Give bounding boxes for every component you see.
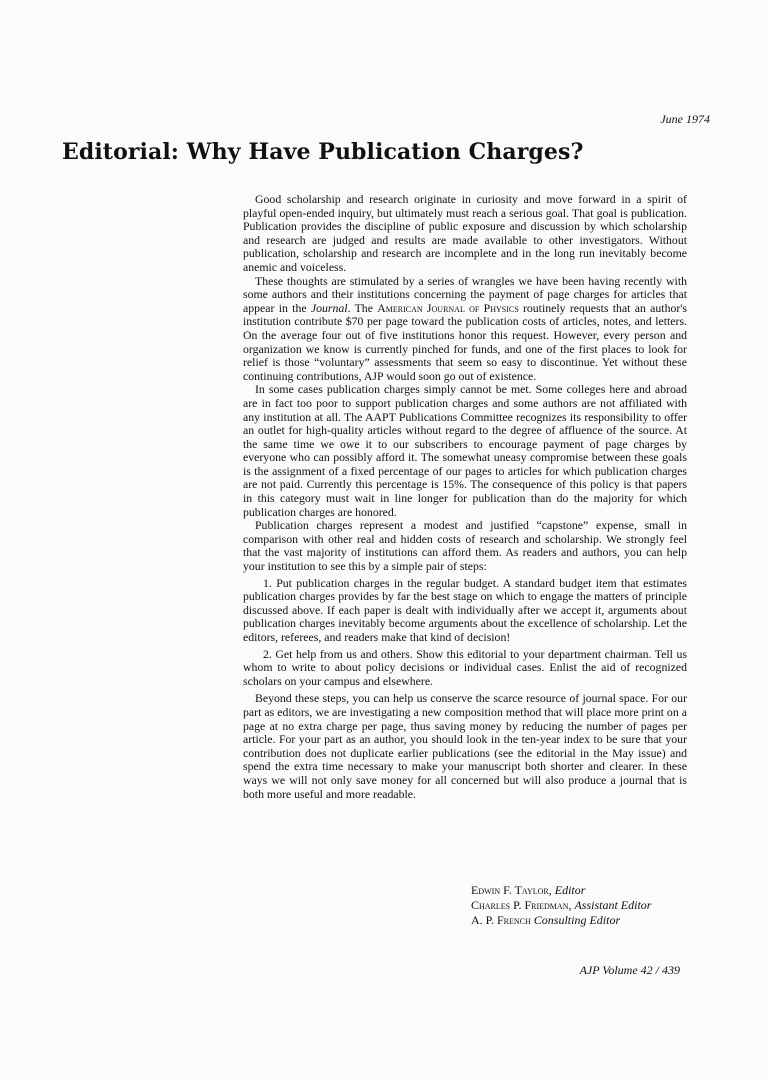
page-title: Editorial: Why Have Publication Charges? [62,139,584,165]
paragraph-5: Beyond these steps, you can help us conserve the scarce resource of journal space. For our part as editors, we are investigating a new composition method that will place more print on a page at no extra charge per page, thus saving money by reducing the number of pages per article. For your part as an author, you should look in the ten-year index to be sure that your contribution does not duplicate earlier publications (see the editorial in the May issue) and spend the extra time necessary to make your manuscript both shorter and clearer. In these ways we will not only save money for all concerned but will also produce a journal that is both more useful and more readable. [243,691,687,801]
journal-italic: Journal [310,300,348,315]
paragraph-4: Publication charges represent a modest and justified “capstone” expense, small in comparison with other real and hidden costs of research and scholarship. We strongly feel that the vast majority of institutions can afford them. As readers and authors, you can help your institution to see this by a simple pair of steps: [243,518,687,574]
paragraph-1: Good scholarship and research originate in curiosity and move forward in a spirit of playful open-ended inquiry, but ultimately must reach a serious goal. That goal is publication. Publication provides the discipline of public exposure and discussion by which scholarship and research are judged and results are made available to other investigators. Without publication, scholarship and research are incomplete and in the long run inevitably become anemic and voiceless. [243,192,687,274]
signature-line: Edwin F. Taylor, Editor [471,883,586,897]
journal-name: American Journal of Physics [377,300,519,315]
signature-line: Charles P. Friedman, Assistant Editor [471,898,652,912]
paragraph-3: In some cases publication charges simply cannot be met. Some colleges here and abroad are in fact too poor to support publication charges and some authors are not affiliated with any institution at all. The AAPT Publications Committee recognizes its responsibility to offer an outlet for high-quality articles without regard to the degree of affluence of the source. At the same time we owe it to our subscribers to encourage payment of page charges by everyone who can possibly afford it. The somewhat uneasy compromise between these goals is the assignment of a fixed percentage of our pages to articles for which publication charges are not paid. Currently this percentage is 15%. The consequence of this policy is that papers in this category must wait in line longer for publication than do the majority for which publication charges are honored. [243,382,687,519]
editorial-body [243,193,687,801]
step-2: 2. Get help from us and others. Show this editorial to your department chairman. Tell us whom to write to about policy decisions or individual cases. Enlist the aid of recognized scholars on your campus and elsewhere. [243,646,687,688]
paragraph-2: These thoughts are stimulated by a series of wrangles we have been having recently with some authors and their institutions concerning the payment of page charges for articles that appear in the Journal. The American Journal of Physics routinely requests that an author's institution contribute $70 per page toward the publication costs of articles, notes, and letters. On the average four out of five institutions honor this request. However, every person and organization we know is currently pinched for funds, and one of the first places to look for relief is those “voluntary” assessments that seem so easy to discontinue. Yet without these continuing contributions, AJP would soon go out of existence. [243,273,688,383]
step-1: 1. Put publication charges in the regular budget. A standard budget item that estimates publication charges provides by far the best stage on which to engage the matters of principle discussed above. If each paper is dealt with individually after we accept it, arguments about publication charges inevitably become arguments about the excellence of scholarship. Let the editors, referees, and readers make that kind of decision! [243,575,687,644]
issue-date: June 1974 [660,112,710,126]
signature-line: A. P. French Consulting Editor [471,913,621,927]
page-footer-citation: AJP Volume 42 / 439 [579,963,680,977]
signature-block [471,883,651,928]
